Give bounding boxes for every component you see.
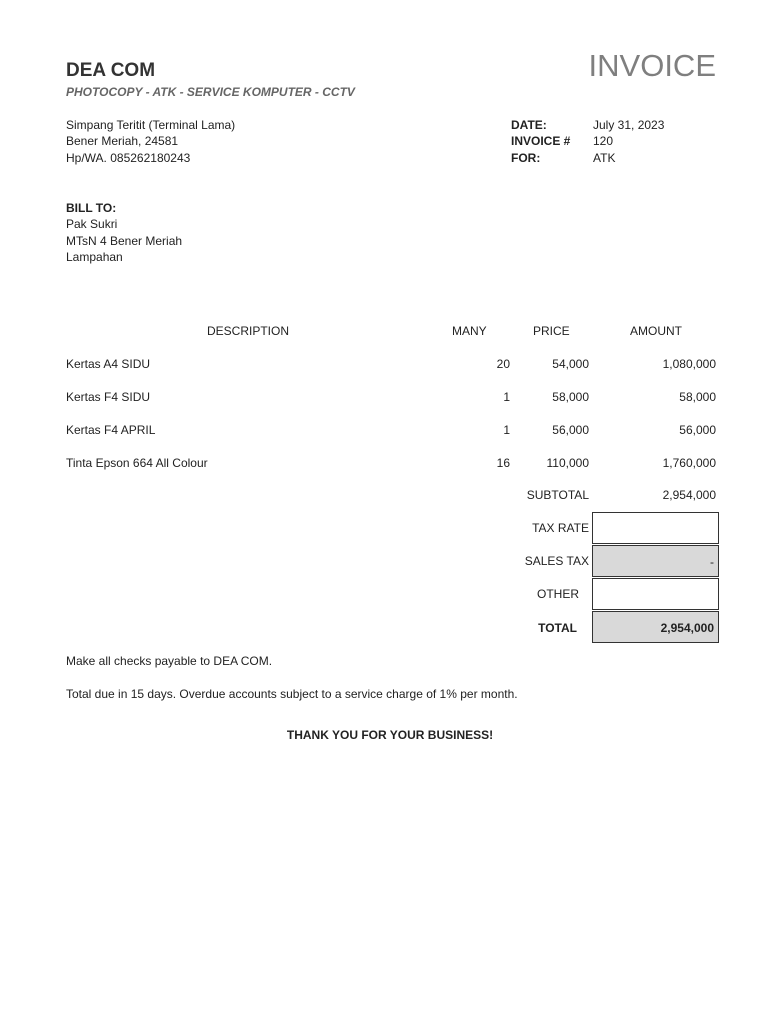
- tax-rate-field[interactable]: [592, 512, 719, 544]
- row-amount: 1,080,000: [662, 357, 716, 371]
- row-description: Kertas F4 APRIL: [66, 423, 156, 437]
- company-address-line: Simpang Teritit (Terminal Lama): [66, 118, 236, 132]
- row-price: 54,000: [552, 357, 589, 371]
- row-price: 58,000: [552, 390, 589, 404]
- header-amount: AMOUNT: [630, 324, 682, 338]
- invoice-number-value: 120: [593, 134, 614, 148]
- for-value: ATK: [593, 151, 616, 165]
- sales-tax-label: SALES TAX: [524, 554, 589, 568]
- bill-to-organization: MTsN 4 Bener Meriah: [66, 234, 183, 248]
- company-name: DEA COM: [66, 60, 156, 81]
- row-amount: 1,760,000: [662, 456, 716, 470]
- header-description: DESCRIPTION: [207, 324, 290, 338]
- header-price: PRICE: [533, 324, 570, 338]
- row-amount: 58,000: [679, 390, 716, 404]
- subtotal-value: 2,954,000: [662, 488, 716, 502]
- other-label: OTHER: [537, 587, 579, 601]
- company-address-line: Bener Meriah, 24581: [66, 134, 179, 148]
- tax-rate-label: TAX RATE: [532, 521, 589, 535]
- for-label: FOR:: [511, 151, 541, 165]
- thank-you-message: THANK YOU FOR YOUR BUSINESS!: [286, 728, 494, 742]
- row-price: 110,000: [546, 456, 589, 470]
- total-field: [592, 611, 719, 643]
- subtotal-label: SUBTOTAL: [526, 488, 589, 502]
- row-amount: 56,000: [679, 423, 716, 437]
- bill-to-location: Lampahan: [66, 250, 123, 264]
- row-qty: 20: [496, 357, 510, 371]
- terms-note: Total due in 15 days. Overdue accounts subject to a service charge of 1% per month.: [66, 687, 518, 701]
- header-qty: MANY: [452, 324, 487, 338]
- date-value: July 31, 2023: [593, 118, 665, 132]
- row-qty: 16: [496, 456, 510, 470]
- company-tagline: PHOTOCOPY - ATK - SERVICE KOMPUTER - CCTV: [66, 85, 355, 99]
- row-price: 56,000: [552, 423, 589, 437]
- total-label: TOTAL: [538, 621, 577, 635]
- company-phone: Hp/WA. 085262180243: [66, 151, 191, 165]
- invoice-title: INVOICE: [588, 48, 716, 83]
- row-qty: 1: [503, 423, 510, 437]
- invoice-number-label: INVOICE #: [511, 134, 571, 148]
- payable-note: Make all checks payable to DEA COM.: [66, 654, 273, 668]
- sales-tax-field: [592, 545, 719, 577]
- row-description: Kertas A4 SIDU: [66, 357, 151, 371]
- bill-to-name: Pak Sukri: [66, 217, 118, 231]
- bill-to-label: BILL TO:: [66, 201, 117, 215]
- date-label: DATE:: [511, 118, 547, 132]
- row-description: Kertas F4 SIDU: [66, 390, 151, 404]
- row-description: Tinta Epson 664 All Colour: [66, 456, 208, 470]
- other-field[interactable]: [592, 578, 719, 610]
- row-qty: 1: [503, 390, 510, 404]
- total-value: 2,954,000: [660, 621, 714, 635]
- sales-tax-value: -: [710, 555, 714, 569]
